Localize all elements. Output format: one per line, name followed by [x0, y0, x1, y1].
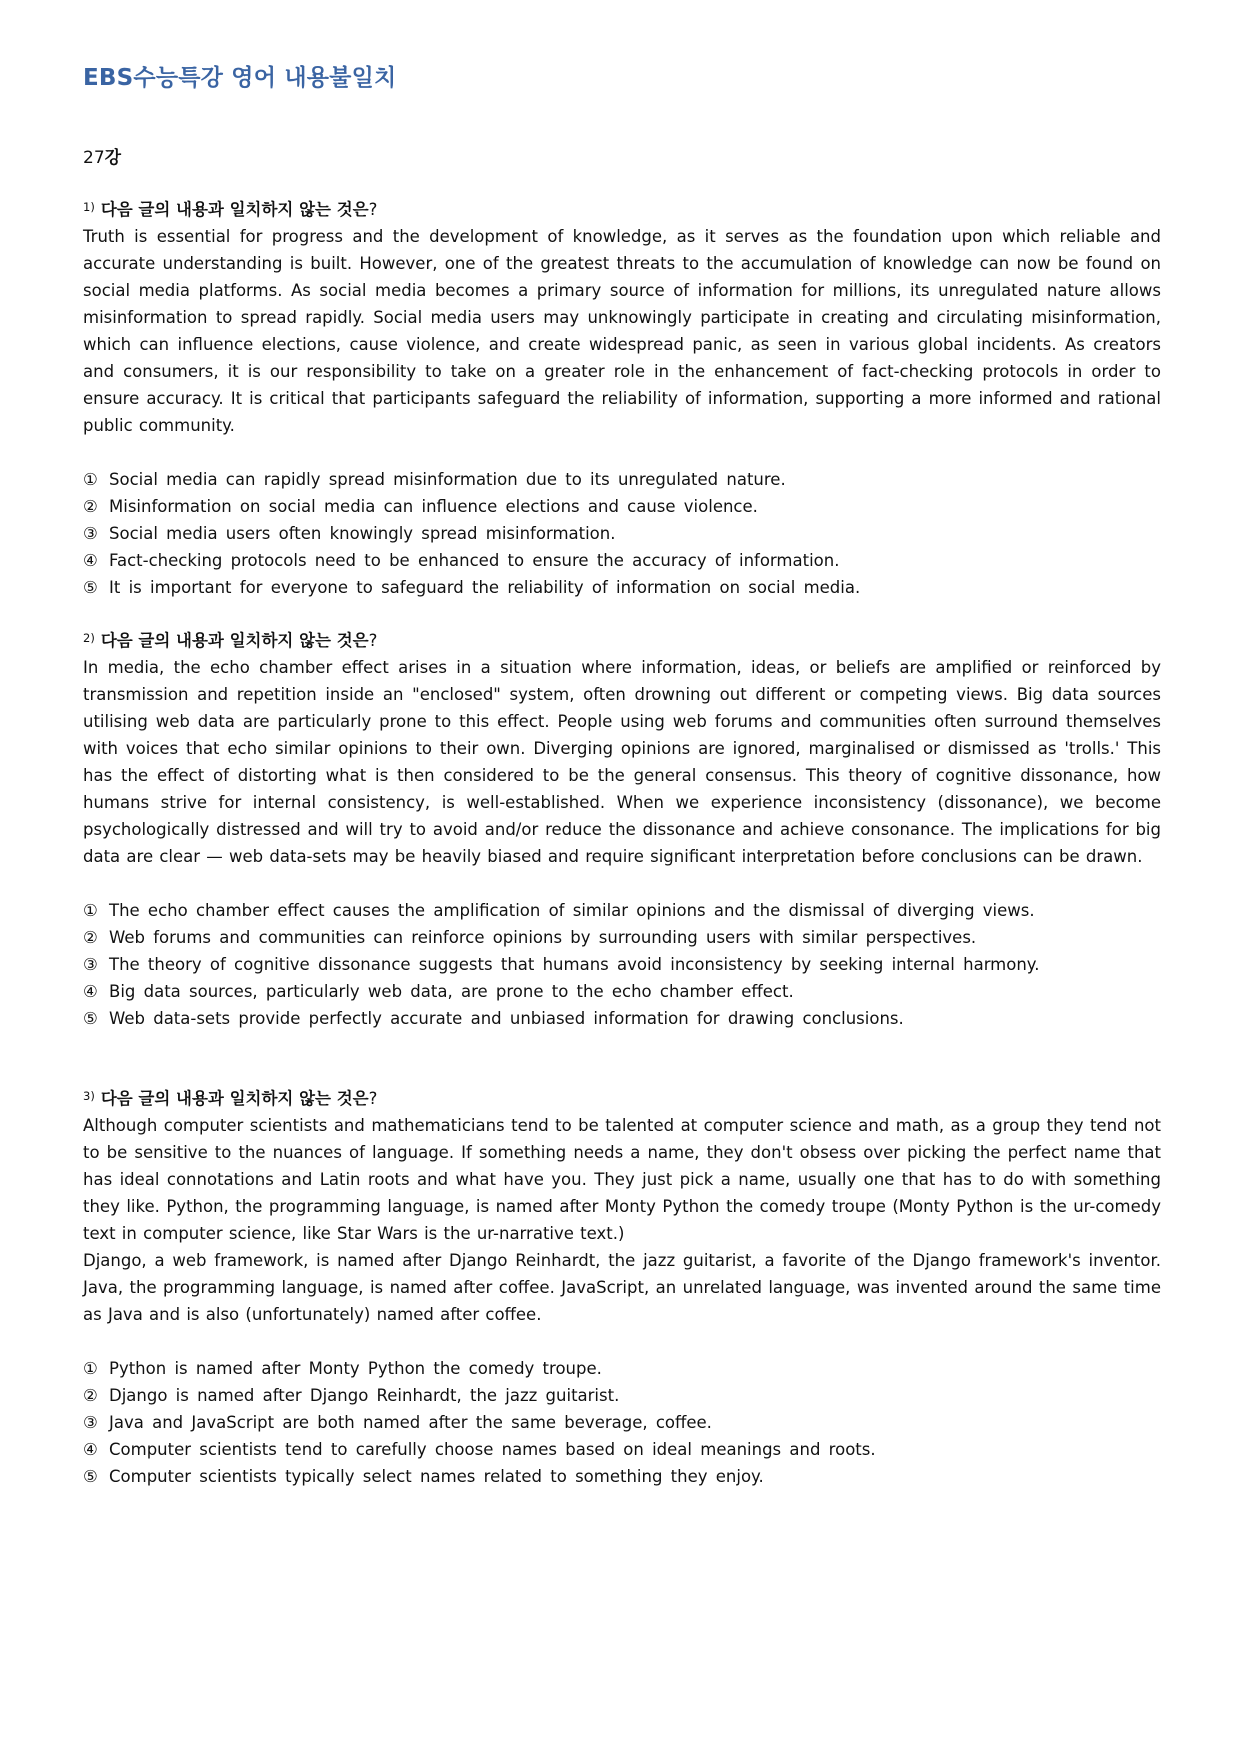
answer-choice-1[interactable]: [83, 1355, 1161, 1382]
choice-mark: ⑤: [83, 1009, 98, 1028]
choice-text: Java and JavaScript are both named after the same beverage, coffee.: [109, 1413, 712, 1432]
choice-mark: ⑤: [83, 1467, 98, 1486]
choice-text: Computer scientists tend to carefully choose names based on ideal meanings and roots.: [109, 1440, 876, 1459]
question-prompt: 다음 글의 내용과 일치하지 않는 것은: [100, 200, 369, 219]
choice-text: Web data-sets provide perfectly accurate and unbiased information for drawing conclusions.: [109, 1009, 904, 1028]
answer-choices: [83, 1355, 1161, 1490]
choice-mark: ②: [83, 928, 98, 947]
choice-text: Fact-checking protocols need to be enhanced to ensure the accuracy of information.: [109, 551, 840, 570]
passage-paragraph: Truth is essential for progress and the development of knowledge, as it serves as the foundation upon which reliable and accurate understanding is built. However, one of the greatest threats to the accumulation of knowledge can now be found on social media platforms. As social media becomes a primary source of information for millions, its unregulated nature allows misinformation to spread rapidly. Social media users may unknowingly participate in creating and circulating misinformation, which can influence elections, cause violence, and create widespread panic, as seen in various global incidents. As creators and consumers, it is our responsibility to take on a greater role in the enhancement of fact-checking protocols in order to ensure accuracy. It is critical that participants safeguard the reliability of information, supporting a more informed and rational public community.: [83, 227, 1161, 435]
passage: [83, 223, 1161, 439]
question-mark: ?: [368, 1089, 378, 1108]
question-header: [83, 1085, 1161, 1112]
question-number: 3): [83, 1089, 95, 1103]
answer-choice-3[interactable]: [83, 1409, 1161, 1436]
passage-paragraph: Django, a web framework, is named after Django Reinhardt, the jazz guitarist, a favorite of the Django framework's inventor. Java, the programming language, is named after coffee. JavaScript, an unrelated language, was invented around the same time as Java and is also (unfortunately) named after coffee.: [83, 1251, 1161, 1324]
choice-text: Misinformation on social media can influence elections and cause violence.: [109, 497, 758, 516]
answer-choices: [83, 466, 1161, 601]
choice-text: The echo chamber effect causes the amplification of similar opinions and the dismissal of diverging views.: [109, 901, 1035, 920]
choice-mark: ①: [83, 470, 98, 489]
question-header: [83, 196, 1161, 223]
answer-choice-3[interactable]: [83, 520, 1161, 547]
answer-choice-4[interactable]: [83, 1436, 1161, 1463]
passage-paragraph: Although computer scientists and mathematicians tend to be talented at computer science and math, as a group they tend not to be sensitive to the nuances of language. If something needs a name, they don't obsess over picking the perfect name that has ideal connotations and Latin roots and what have you. They just pick a name, usually one that has to do with something they like. Python, the programming language, is named after Monty Python the comedy troupe (Monty Python is the ur-comedy text in computer science, like Star Wars is the ur-narrative text.): [83, 1116, 1161, 1243]
choice-mark: ④: [83, 551, 98, 570]
answer-choice-2[interactable]: [83, 924, 1161, 951]
answer-choice-4[interactable]: [83, 978, 1161, 1005]
choice-text: Web forums and communities can reinforce opinions by surrounding users with similar perspectives.: [109, 928, 977, 947]
passage: [83, 654, 1161, 870]
choice-text: Social media users often knowingly spread misinformation.: [109, 524, 616, 543]
answer-choice-2[interactable]: [83, 493, 1161, 520]
choice-mark: ③: [83, 1413, 98, 1432]
answer-choice-4[interactable]: [83, 547, 1161, 574]
choice-mark: ⑤: [83, 578, 98, 597]
question-mark: ?: [368, 200, 378, 219]
answer-choice-5[interactable]: [83, 1463, 1161, 1490]
lesson-number: 27: [83, 148, 105, 168]
question-prompt: 다음 글의 내용과 일치하지 않는 것은: [100, 1089, 369, 1108]
question-number: 1): [83, 200, 95, 214]
question-2: [83, 627, 1161, 1032]
choice-text: The theory of cognitive dissonance suggests that humans avoid inconsistency by seeking internal harmony.: [109, 955, 1040, 974]
choice-mark: ②: [83, 497, 98, 516]
choice-text: Big data sources, particularly web data, are prone to the echo chamber effect.: [109, 982, 794, 1001]
choice-text: Computer scientists typically select names related to something they enjoy.: [109, 1467, 764, 1486]
choice-mark: ④: [83, 982, 98, 1001]
answer-choice-1[interactable]: [83, 897, 1161, 924]
choice-mark: ①: [83, 901, 98, 920]
choice-mark: ③: [83, 524, 98, 543]
choice-text: Django is named after Django Reinhardt, the jazz guitarist.: [109, 1386, 620, 1405]
answer-choice-3[interactable]: [83, 951, 1161, 978]
lesson-unit: 강: [104, 148, 122, 168]
choice-mark: ③: [83, 955, 98, 974]
question-mark: ?: [368, 631, 378, 650]
document-title: EBS수능특강 영어 내용불일치: [83, 65, 397, 91]
question-prompt: 다음 글의 내용과 일치하지 않는 것은: [100, 631, 369, 650]
question-3: [83, 1085, 1161, 1490]
answer-choices: [83, 897, 1161, 1032]
answer-choice-5[interactable]: [83, 574, 1161, 601]
question-number: 2): [83, 631, 95, 645]
passage-paragraph: In media, the echo chamber effect arises in a situation where information, ideas, or beliefs are amplified or reinforced by transmission and repetition inside an "enclosed" system, often drowning out different or competing views. Big data sources utilising web data are particularly prone to this effect. People using web forums and communities often surround themselves with voices that echo similar opinions to their own. Diverging opinions are ignored, marginalised or dismissed as 'trolls.' This has the effect of distorting what is then considered to be the general consensus. This theory of cognitive dissonance, how humans strive for internal consistency, is well-established. When we experience inconsistency (dissonance), we become psychologically distressed and will try to avoid and/or reduce the dissonance and achieve consonance. The implications for big data are clear — web data-sets may be heavily biased and require significant interpretation before conclusions can be drawn.: [83, 658, 1161, 866]
answer-choice-1[interactable]: [83, 466, 1161, 493]
question-1: [83, 196, 1161, 601]
choice-mark: ①: [83, 1359, 98, 1378]
choice-text: Python is named after Monty Python the comedy troupe.: [109, 1359, 602, 1378]
question-header: [83, 627, 1161, 654]
choice-mark: ②: [83, 1386, 98, 1405]
passage: [83, 1112, 1161, 1328]
answer-choice-2[interactable]: [83, 1382, 1161, 1409]
lesson-heading: [83, 143, 121, 168]
choice-text: Social media can rapidly spread misinformation due to its unregulated nature.: [109, 470, 786, 489]
answer-choice-5[interactable]: [83, 1005, 1161, 1032]
choice-mark: ④: [83, 1440, 98, 1459]
choice-text: It is important for everyone to safeguard the reliability of information on social media.: [109, 578, 861, 597]
